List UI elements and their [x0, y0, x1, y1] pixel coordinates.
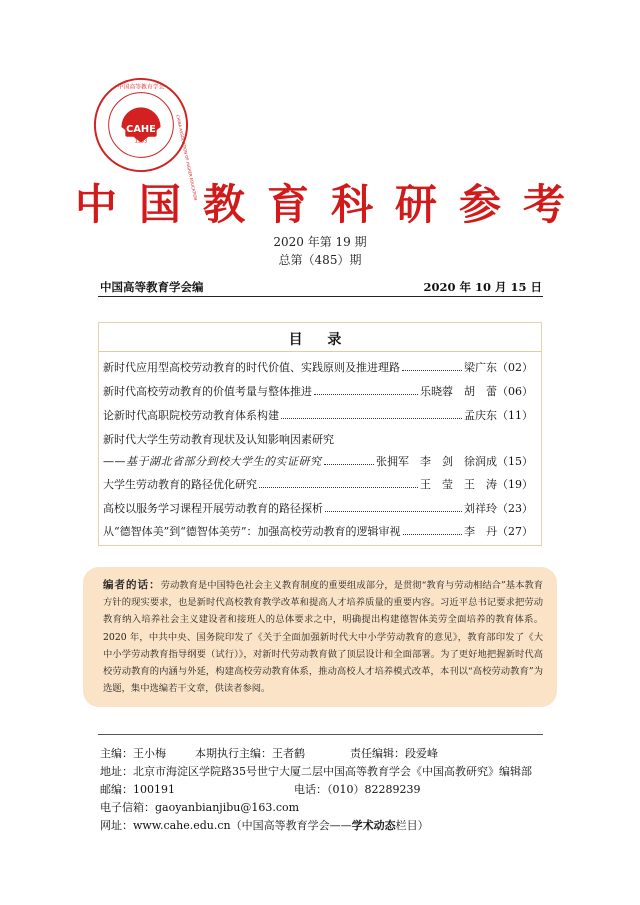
- toc-leader: [259, 479, 418, 488]
- editor-note-text: 劳动教育是中国特色社会主义教育制度的重要组成部分，是贯彻“教育与劳动相结合”基本教育方针的现实要求，也是新时代高校教育教学改革和提高人才培养质量的重要内容。习近平总书记要求把劳动教育纳入培养社会主义建设者和接班人的总体要求之中，明确提出构建德智体美劳全面培养的教育体系。2020 年，中共中央、国务院印发了《关于全面加强新时代大中小学劳动教育的意见》，教育部印发了《大中小学劳动教育指导纲要（试行）》，对新时代劳动教育做了顶层设计和全面部署。为了更好地把握新时代高校劳动教育的内涵与外延，构建高校劳动教育体系，推动高校人才培养模式改革，本刊以“高校劳动教育”为选题，集中选编若干文章，供读者参阅。: [103, 580, 544, 695]
- issue-total: 总第（485）期: [278, 253, 362, 267]
- website-suffix: 栏目）: [395, 819, 429, 832]
- email[interactable]: 电子信箱：gaoyanbianjibu@163.com: [100, 801, 300, 814]
- svg-text:CHINA ASSOCIATION OF HIGHER ED: CHINA ASSOCIATION OF HIGHER EDUCATION: [175, 114, 199, 201]
- exec-editor: 本期执行主编：王者鹤: [195, 747, 305, 760]
- header-divider: [98, 296, 543, 297]
- postcode-phone-line: [100, 781, 420, 797]
- editors-line: [100, 745, 438, 761]
- toc-item[interactable]: [103, 383, 533, 401]
- footer-divider: [98, 734, 543, 735]
- toc-item[interactable]: [103, 359, 533, 377]
- issue-number: 2020 年第 19 期: [273, 235, 367, 249]
- publish-date: 2020 年 10 月 15 日: [423, 280, 542, 294]
- toc-item-title: 从“德智体美”到“德智体美劳”：加强高校劳动教育的逻辑审视: [103, 525, 401, 538]
- toc-item-title: 大学生劳动教育的路径优化研究: [103, 478, 257, 491]
- toc-item[interactable]: [103, 407, 533, 425]
- svg-text:CAHE: CAHE: [126, 123, 156, 135]
- toc-leader: [314, 386, 418, 395]
- table-of-contents: [98, 322, 542, 546]
- toc-divider: [99, 351, 541, 352]
- editor-note-label: 编者的话: [103, 579, 150, 591]
- svg-text:1983: 1983: [134, 138, 148, 145]
- toc-item-title: 新时代大学生劳动教育现状及认知影响因素研究: [103, 433, 334, 446]
- chief-editor: 主编：王小梅: [100, 747, 166, 760]
- toc-item-title: ——基于湖北省部分到校大学生的实证研究: [103, 455, 322, 468]
- postcode: 邮编：100191: [100, 783, 175, 796]
- website: 网址：www.cahe.edu.cn（中国高等教育学会——: [100, 819, 352, 832]
- toc-item-title: 新时代高校劳动教育的价值考量与整体推进: [103, 385, 312, 398]
- address: 地址：北京市海淀区学院路35号世宁大厦二层中国高等教育学会《中国高教研究》编辑部: [100, 765, 532, 778]
- toc-leader: [281, 410, 462, 419]
- cahe-logo: [92, 76, 199, 201]
- toc-heading: 目 录: [288, 332, 352, 348]
- toc-leader: [324, 456, 375, 465]
- toc-item-author: 孟庆东（11）: [464, 409, 533, 422]
- toc-leader: [403, 526, 463, 535]
- toc-item-author: 张拥军 李 剑 徐润成（15）: [376, 455, 533, 468]
- toc-leader: [325, 503, 462, 512]
- svg-text:中国高等教育学会: 中国高等教育学会: [117, 84, 165, 91]
- toc-item[interactable]: [103, 500, 533, 518]
- publisher: 中国高等教育学会编: [100, 280, 204, 294]
- toc-item-author: 刘祥玲（23）: [464, 502, 533, 515]
- website-line[interactable]: [100, 817, 429, 833]
- toc-item-author: 乐晓蓉 胡 蕾（06）: [420, 385, 533, 398]
- toc-item-author: 王 莹 王 涛（19）: [420, 478, 533, 491]
- toc-item-author: 李 丹（27）: [464, 525, 533, 538]
- editor-note: 编者的话：劳动教育是中国特色社会主义教育制度的重要组成部分，是贯彻“教育与劳动相结合”基本教育方针的现实要求，也是新时代高校教育教学改革和提高人才培养质量的重要内容。习近平总书记要求把劳动教育纳入培养社会主义建设者和接班人的总体要求之中，明确提出构建德智体美劳全面培养的教育体系。2020 年，中共中央、国务院印发了《关于全面加强新时代大中小学劳动教育的意见》，教育部印发了《大中小学劳动教育指导纲要（试行）》，对新时代劳动教育做了顶层设计和全面部署。为了更好地把握新时代高校劳动教育的内涵与外延，构建高校劳动教育体系，推动高校人才培养模式改革，本刊以“高校劳动教育”为选题，集中选编若干文章，供读者参阅。: [83, 567, 557, 707]
- toc-item-author: 梁广东（02）: [464, 361, 533, 374]
- toc-item[interactable]: [103, 476, 533, 494]
- toc-item-title: 新时代应用型高校劳动教育的时代价值、实践原则及推进理路: [103, 361, 400, 374]
- phone: 电话：（010）82289239: [294, 783, 421, 796]
- toc-item-subtitle[interactable]: [103, 453, 533, 471]
- toc-item-title: 高校以服务学习课程开展劳动教育的路径探析: [103, 502, 323, 515]
- toc-item-title: 论新时代高职院校劳动教育体系构建: [103, 409, 279, 422]
- website-section: 学术动态: [351, 819, 396, 832]
- toc-leader: [402, 362, 462, 371]
- toc-item[interactable]: [103, 431, 533, 449]
- journal-title: 中国教育科研参考: [74, 180, 587, 229]
- resp-editor: 责任编辑：段爱峰: [350, 747, 438, 760]
- toc-item[interactable]: [103, 523, 533, 541]
